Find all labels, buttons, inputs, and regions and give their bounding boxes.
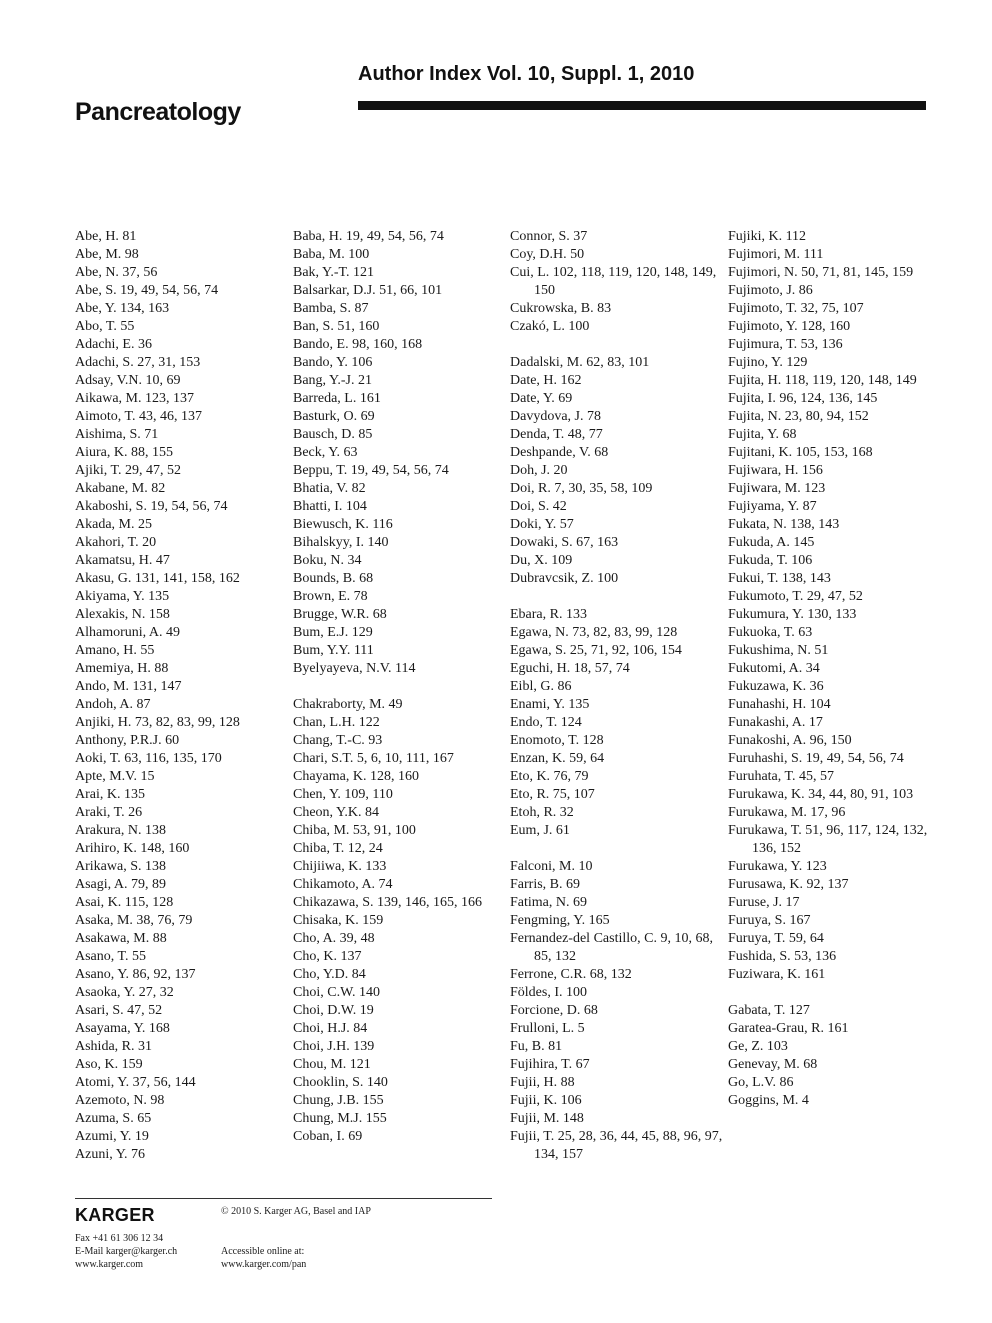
author-entry: Adachi, S. 27, 31, 153 — [75, 355, 201, 370]
author-entry: Földes, I. 100 — [510, 985, 587, 1000]
author-entry: Ferrone, C.R. 68, 132 — [510, 967, 632, 982]
author-entry: Ando, M. 131, 147 — [75, 679, 182, 694]
author-entry: Alhamoruni, A. 49 — [75, 625, 180, 640]
journal-logo: Pancreatology — [75, 98, 241, 126]
author-entry: Akasu, G. 131, 141, 158, 162 — [75, 571, 240, 586]
author-entry: Choi, J.H. 139 — [293, 1039, 375, 1054]
author-entry: Connor, S. 37 — [510, 229, 588, 244]
author-entry: Fujimura, T. 53, 136 — [728, 337, 843, 352]
author-entry: Cho, K. 137 — [293, 949, 362, 964]
author-entry: Fujita, N. 23, 80, 94, 152 — [728, 409, 869, 424]
author-entry: Chung, J.B. 155 — [293, 1093, 384, 1108]
author-entry: Funahashi, H. 104 — [728, 697, 831, 712]
index-column-2 — [293, 228, 503, 1146]
author-entry: Abe, S. 19, 49, 54, 56, 74 — [75, 283, 219, 298]
author-entry: Bum, Y.Y. 111 — [293, 643, 374, 658]
author-entry: Abe, N. 37, 56 — [75, 265, 158, 280]
online-access — [221, 1245, 306, 1271]
index-column-3 — [510, 228, 723, 1164]
author-entry: Chung, M.J. 155 — [293, 1111, 387, 1126]
author-entry: Aimoto, T. 43, 46, 137 — [75, 409, 203, 424]
author-entry: Fujiki, K. 112 — [728, 229, 807, 244]
author-entry: Fujii, M. 148 — [510, 1111, 584, 1126]
author-entry: Deshpande, V. 68 — [510, 445, 609, 460]
author-entry: Fushida, S. 53, 136 — [728, 949, 837, 964]
author-entry: Chen, Y. 109, 110 — [293, 787, 393, 802]
author-entry: Furukawa, Y. 123 — [728, 859, 827, 874]
author-entry: Aishima, S. 71 — [75, 427, 159, 442]
author-entry: Enomoto, T. 128 — [510, 733, 604, 748]
author-entry: Fujitani, K. 105, 153, 168 — [728, 445, 873, 460]
author-entry: Anthony, P.R.J. 60 — [75, 733, 180, 748]
author-entry: Dowaki, S. 67, 163 — [510, 535, 619, 550]
author-entry: Asakawa, M. 88 — [75, 931, 167, 946]
author-entry: Bum, E.J. 129 — [293, 625, 373, 640]
author-entry: Alexakis, N. 158 — [75, 607, 170, 622]
author-entry: Fukuoka, T. 63 — [728, 625, 813, 640]
author-entry: Fujimoto, Y. 128, 160 — [728, 319, 851, 334]
author-entry: Azumi, Y. 19 — [75, 1129, 149, 1144]
author-entry: Eibl, G. 86 — [510, 679, 572, 694]
author-entry: Bounds, B. 68 — [293, 571, 374, 586]
author-entry: Azuma, S. 65 — [75, 1111, 152, 1126]
author-entry: Aikawa, M. 123, 137 — [75, 391, 194, 406]
author-entry: Eguchi, H. 18, 57, 74 — [510, 661, 630, 676]
author-entry: Azemoto, N. 98 — [75, 1093, 165, 1108]
author-entry: Etoh, R. 32 — [510, 805, 574, 820]
author-entry: Chooklin, S. 140 — [293, 1075, 388, 1090]
author-entry: Forcione, D. 68 — [510, 1003, 598, 1018]
letter-gap — [510, 588, 720, 606]
author-entry: Cukrowska, B. 83 — [510, 301, 612, 316]
author-entry: Asayama, Y. 168 — [75, 1021, 170, 1036]
author-entry: Furukawa, K. 34, 44, 80, 91, 103 — [728, 787, 914, 802]
author-entry: Bausch, D. 85 — [293, 427, 373, 442]
author-entry: Ebara, R. 133 — [510, 607, 587, 622]
author-entry: Farris, B. 69 — [510, 877, 580, 892]
author-entry: Doki, Y. 57 — [510, 517, 574, 532]
author-entry: Chayama, K. 128, 160 — [293, 769, 419, 784]
author-entry: Dubravcsik, Z. 100 — [510, 571, 619, 586]
author-entry: Barreda, L. 161 — [293, 391, 381, 406]
author-entry: Cui, L. 102, 118, 119, 120, 148, 149, 150 — [510, 265, 717, 298]
author-entry: Fatima, N. 69 — [510, 895, 587, 910]
author-entry: Bhatti, I. 104 — [293, 499, 367, 514]
author-entry: Fujiyama, Y. 87 — [728, 499, 817, 514]
author-entry: Aoki, T. 63, 116, 135, 170 — [75, 751, 222, 766]
author-entry: Frulloni, L. 5 — [510, 1021, 585, 1036]
author-entry: Eto, R. 75, 107 — [510, 787, 595, 802]
index-column-1 — [75, 228, 285, 1164]
author-entry: Go, L.V. 86 — [728, 1075, 794, 1090]
author-entry: Chikazawa, S. 139, 146, 165, 166 — [293, 895, 482, 910]
author-entry: Fukushima, N. 51 — [728, 643, 829, 658]
author-entry: Chikamoto, A. 74 — [293, 877, 393, 892]
author-entry: Furuse, J. 17 — [728, 895, 800, 910]
author-entry: Fujiwara, H. 156 — [728, 463, 823, 478]
email-address: E-Mail karger@karger.ch — [75, 1246, 178, 1257]
author-entry: Bando, E. 98, 160, 168 — [293, 337, 423, 352]
author-entry: Choi, H.J. 84 — [293, 1021, 368, 1036]
author-entry: Akamatsu, H. 47 — [75, 553, 170, 568]
author-entry: Chang, T.-C. 93 — [293, 733, 383, 748]
author-entry: Doi, R. 7, 30, 35, 58, 109 — [510, 481, 653, 496]
author-entry: Bhatia, V. 82 — [293, 481, 366, 496]
author-entry: Ashida, R. 31 — [75, 1039, 152, 1054]
fax-number: Fax +41 61 306 12 34 — [75, 1233, 164, 1244]
author-entry: Dadalski, M. 62, 83, 101 — [510, 355, 650, 370]
author-entry: Fukuda, T. 106 — [728, 553, 813, 568]
author-entry: Fujimoto, T. 32, 75, 107 — [728, 301, 864, 316]
author-entry: Chou, M. 121 — [293, 1057, 371, 1072]
author-entry: Amemiya, H. 88 — [75, 661, 169, 676]
author-entry: Eto, K. 76, 79 — [510, 769, 589, 784]
author-entry: Eum, J. 61 — [510, 823, 570, 838]
author-entry: Adsay, V.N. 10, 69 — [75, 373, 181, 388]
author-entry: Andoh, A. 87 — [75, 697, 151, 712]
author-entry: Fujimoto, J. 86 — [728, 283, 813, 298]
author-entry: Amano, H. 55 — [75, 643, 155, 658]
publisher-logo: KARGER — [75, 1205, 155, 1225]
author-entry: Brugge, W.R. 68 — [293, 607, 387, 622]
author-entry: Davydova, J. 78 — [510, 409, 601, 424]
author-entry: Fukata, N. 138, 143 — [728, 517, 840, 532]
author-entry: Enami, Y. 135 — [510, 697, 590, 712]
author-entry: Asai, K. 115, 128 — [75, 895, 174, 910]
author-entry: Asano, Y. 86, 92, 137 — [75, 967, 196, 982]
author-entry: Czakó, L. 100 — [510, 319, 590, 334]
author-entry: Fujino, Y. 129 — [728, 355, 808, 370]
author-entry: Funakoshi, A. 96, 150 — [728, 733, 852, 748]
author-entry: Chiba, M. 53, 91, 100 — [293, 823, 416, 838]
author-entry: Egawa, S. 25, 71, 92, 106, 154 — [510, 643, 682, 658]
author-entry: Garatea-Grau, R. 161 — [728, 1021, 849, 1036]
author-entry: Fujimori, M. 111 — [728, 247, 824, 262]
website-link[interactable]: www.karger.com — [75, 1259, 144, 1270]
author-entry: Furukawa, M. 17, 96 — [728, 805, 846, 820]
author-entry: Furuhashi, S. 19, 49, 54, 56, 74 — [728, 751, 904, 766]
author-entry: Goggins, M. 4 — [728, 1093, 809, 1108]
author-entry: Ajiki, T. 29, 47, 52 — [75, 463, 182, 478]
author-entry: Fu, B. 81 — [510, 1039, 563, 1054]
author-entry: Arakura, N. 138 — [75, 823, 166, 838]
author-entry: Fujita, Y. 68 — [728, 427, 797, 442]
author-entry: Akada, M. 25 — [75, 517, 152, 532]
author-entry: Baba, M. 100 — [293, 247, 370, 262]
author-entry: Fukumoto, T. 29, 47, 52 — [728, 589, 863, 604]
author-entry: Fujita, H. 118, 119, 120, 148, 149 — [728, 373, 917, 388]
author-entry: Coy, D.H. 50 — [510, 247, 585, 262]
author-entry: Chakraborty, M. 49 — [293, 697, 403, 712]
title-rule — [358, 101, 926, 110]
letter-gap — [293, 678, 503, 696]
author-entry: Fukui, T. 138, 143 — [728, 571, 831, 586]
author-entry: Fujimori, N. 50, 71, 81, 145, 159 — [728, 265, 914, 280]
author-entry: Date, Y. 69 — [510, 391, 573, 406]
author-entry: Byelyayeva, N.V. 114 — [293, 661, 416, 676]
author-entry: Bak, Y.-T. 121 — [293, 265, 375, 280]
author-entry: Funakashi, A. 17 — [728, 715, 823, 730]
author-entry: Baba, H. 19, 49, 54, 56, 74 — [293, 229, 444, 244]
author-entry: Apte, M.V. 15 — [75, 769, 155, 784]
author-entry: Furuya, T. 59, 64 — [728, 931, 824, 946]
author-entry: Beck, Y. 63 — [293, 445, 358, 460]
author-entry: Cheon, Y.K. 84 — [293, 805, 379, 820]
author-entry: Fujita, I. 96, 124, 136, 145 — [728, 391, 878, 406]
author-entry: Cho, A. 39, 48 — [293, 931, 375, 946]
author-entry: Falconi, M. 10 — [510, 859, 593, 874]
letter-gap — [510, 336, 720, 354]
author-entry: Beppu, T. 19, 49, 54, 56, 74 — [293, 463, 449, 478]
author-entry: Cho, Y.D. 84 — [293, 967, 366, 982]
online-access-link[interactable]: www.karger.com/pan — [221, 1259, 307, 1270]
author-entry: Anjiki, H. 73, 82, 83, 99, 128 — [75, 715, 240, 730]
author-entry: Furuya, S. 167 — [728, 913, 811, 928]
author-entry: Bando, Y. 106 — [293, 355, 373, 370]
author-entry: Chijiiwa, K. 133 — [293, 859, 387, 874]
letter-gap — [510, 840, 720, 858]
author-entry: Boku, N. 34 — [293, 553, 362, 568]
author-entry: Akabane, M. 82 — [75, 481, 166, 496]
author-entry: Akiyama, Y. 135 — [75, 589, 170, 604]
author-entry: Fukuzawa, K. 36 — [728, 679, 824, 694]
author-entry: Atomi, Y. 37, 56, 144 — [75, 1075, 196, 1090]
author-entry: Brown, E. 78 — [293, 589, 368, 604]
author-entry: Choi, C.W. 140 — [293, 985, 380, 1000]
author-entry: Bihalskyy, I. 140 — [293, 535, 389, 550]
author-entry: Balsarkar, D.J. 51, 66, 101 — [293, 283, 443, 298]
author-entry: Asari, S. 47, 52 — [75, 1003, 163, 1018]
author-entry: Asagi, A. 79, 89 — [75, 877, 166, 892]
author-entry: Adachi, E. 36 — [75, 337, 152, 352]
author-entry: Abe, Y. 134, 163 — [75, 301, 170, 316]
author-entry: Fernandez-del Castillo, C. 9, 10, 68, 85, 132 — [510, 931, 713, 964]
author-entry: Fukutomi, A. 34 — [728, 661, 820, 676]
author-entry: Fuziwara, K. 161 — [728, 967, 826, 982]
author-entry: Bang, Y.-J. 21 — [293, 373, 372, 388]
author-entry: Fujiwara, M. 123 — [728, 481, 826, 496]
author-entry: Fukumura, Y. 130, 133 — [728, 607, 857, 622]
author-entry: Abe, M. 98 — [75, 247, 139, 262]
author-entry: Fujii, H. 88 — [510, 1075, 575, 1090]
author-entry: Chiba, T. 12, 24 — [293, 841, 383, 856]
author-entry: Egawa, N. 73, 82, 83, 99, 128 — [510, 625, 678, 640]
author-entry: Arai, K. 135 — [75, 787, 145, 802]
author-entry: Date, H. 162 — [510, 373, 582, 388]
author-entry: Araki, T. 26 — [75, 805, 143, 820]
author-entry: Chari, S.T. 5, 6, 10, 111, 167 — [293, 751, 454, 766]
author-entry: Ban, S. 51, 160 — [293, 319, 380, 334]
author-entry: Genevay, M. 68 — [728, 1057, 818, 1072]
author-entry: Endo, T. 124 — [510, 715, 582, 730]
author-entry: Du, X. 109 — [510, 553, 573, 568]
author-entry: Ge, Z. 103 — [728, 1039, 788, 1054]
index-column-4 — [728, 228, 938, 1110]
author-entry: Furuhata, T. 45, 57 — [728, 769, 835, 784]
author-entry: Arikawa, S. 138 — [75, 859, 166, 874]
author-entry: Fengming, Y. 165 — [510, 913, 610, 928]
author-entry: Denda, T. 48, 77 — [510, 427, 603, 442]
author-entry: Fujihira, T. 67 — [510, 1057, 590, 1072]
author-entry: Bamba, S. 87 — [293, 301, 369, 316]
author-entry: Chan, L.H. 122 — [293, 715, 380, 730]
author-entry: Biewusch, K. 116 — [293, 517, 393, 532]
page-title: Author Index Vol. 10, Suppl. 1, 2010 — [358, 63, 695, 85]
author-entry: Gabata, T. 127 — [728, 1003, 810, 1018]
author-entry: Azuni, Y. 76 — [75, 1147, 145, 1162]
author-entry: Furukawa, T. 51, 96, 117, 124, 132, 136, 152 — [728, 823, 928, 856]
author-entry: Basturk, O. 69 — [293, 409, 375, 424]
author-entry: Doh, J. 20 — [510, 463, 568, 478]
author-entry: Asano, T. 55 — [75, 949, 147, 964]
author-entry: Arihiro, K. 148, 160 — [75, 841, 190, 856]
footer-rule — [75, 1198, 492, 1199]
author-entry: Aso, K. 159 — [75, 1057, 143, 1072]
letter-gap — [728, 984, 938, 1002]
author-entry: Abo, T. 55 — [75, 319, 135, 334]
online-access-label: Accessible online at: — [221, 1246, 305, 1257]
author-entry: Abe, H. 81 — [75, 229, 137, 244]
author-entry: Choi, D.W. 19 — [293, 1003, 374, 1018]
author-entry: Furusawa, K. 92, 137 — [728, 877, 849, 892]
author-entry: Aiura, K. 88, 155 — [75, 445, 173, 460]
author-entry: Fukuda, A. 145 — [728, 535, 815, 550]
author-entry: Akaboshi, S. 19, 54, 56, 74 — [75, 499, 228, 514]
author-entry: Fujii, T. 25, 28, 36, 44, 45, 88, 96, 97, 134, 157 — [510, 1129, 723, 1162]
author-entry: Fujii, K. 106 — [510, 1093, 582, 1108]
author-entry: Enzan, K. 59, 64 — [510, 751, 605, 766]
copyright-notice: © 2010 S. Karger AG, Basel and IAP — [221, 1206, 371, 1217]
author-entry: Asaoka, Y. 27, 32 — [75, 985, 174, 1000]
author-entry: Doi, S. 42 — [510, 499, 567, 514]
author-entry: Chisaka, K. 159 — [293, 913, 384, 928]
author-entry: Coban, I. 69 — [293, 1129, 363, 1144]
publisher-contact — [75, 1232, 177, 1271]
author-entry: Asaka, M. 38, 76, 79 — [75, 913, 193, 928]
author-entry: Akahori, T. 20 — [75, 535, 157, 550]
